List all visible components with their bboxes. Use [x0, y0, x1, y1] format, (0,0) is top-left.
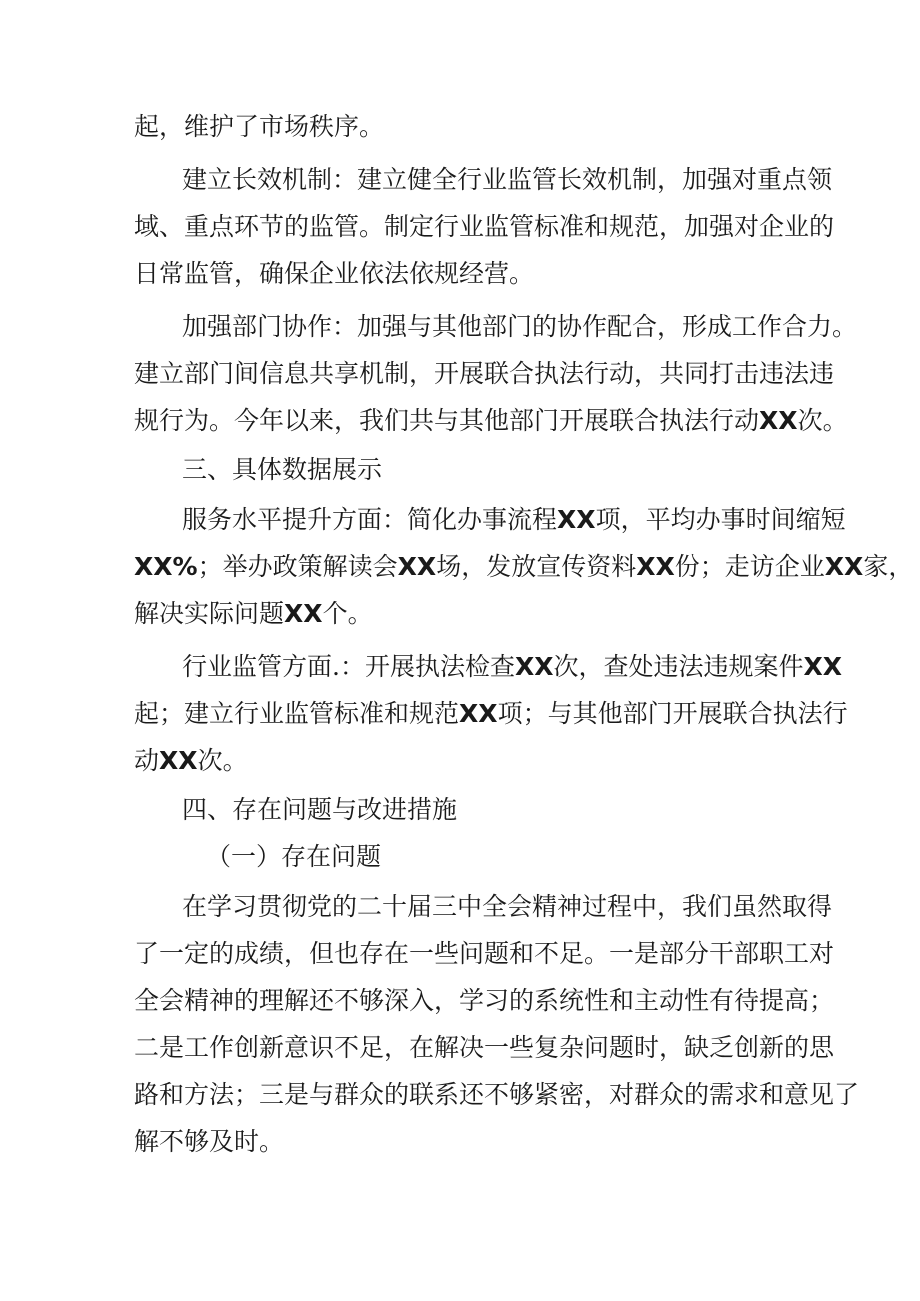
paragraph-department-cooperation: 加强部门协作：加强与其他部门的协作配合，形成工作合力。 — [182, 312, 858, 341]
paragraph-problems: 在学习贯彻党的二十届三中全会精神过程中，我们虽然取得 — [182, 892, 833, 921]
text-line: 全会精神的理解还不够深入，学习的系统性和主动性有待提高； — [134, 986, 835, 1015]
text-line: 域、重点环节的监管。制定行业监管标准和规范，加强对企业的 — [134, 212, 835, 241]
text-line: 二是工作创新意识不足，在解决一些复杂问题时，缺乏创新的思 — [134, 1033, 835, 1062]
text-line: 解决实际问题XX个。 — [134, 599, 373, 628]
paragraph-long-term-mechanism: 建立长效机制：建立健全行业监管长效机制，加强对重点领 — [182, 165, 833, 194]
text-line: 日常监管，确保企业依法依规经营。 — [134, 259, 535, 288]
paragraph-industry-supervision: 行业监管方面.：开展执法检查XX次，查处违法违规案件XX — [182, 652, 843, 681]
section-heading-data: 三、具体数据展示 — [182, 455, 383, 484]
text-line: 路和方法；三是与群众的联系还不够紧密，对群众的需求和意见了 — [134, 1080, 860, 1109]
text-line: XX%；举办政策解读会XX场，发放宣传资料XX份；走访企业XX家， — [134, 552, 914, 581]
text-line: 起；建立行业监管标准和规范XX项；与其他部门开展联合执法行 — [134, 699, 848, 728]
text-line: 动XX次。 — [134, 746, 248, 775]
text-line: 建立部门间信息共享机制，开展联合执法行动，共同打击违法违 — [134, 359, 835, 388]
text-line: 起，维护了市场秩序。 — [134, 112, 385, 141]
text-line: 解不够及时。 — [134, 1127, 285, 1156]
section-heading-problems: 四、存在问题与改进措施 — [182, 795, 458, 824]
text-line: 了一定的成绩，但也存在一些问题和不足。一是部分干部职工对 — [134, 939, 835, 968]
paragraph-service-level: 服务水平提升方面：简化办事流程XX项，平均办事时间缩短 — [182, 505, 846, 534]
text-line: 规行为。今年以来，我们共与其他部门开展联合执法行动XX次。 — [134, 406, 848, 435]
subsection-heading-existing-problems: （一）存在问题 — [206, 842, 382, 871]
